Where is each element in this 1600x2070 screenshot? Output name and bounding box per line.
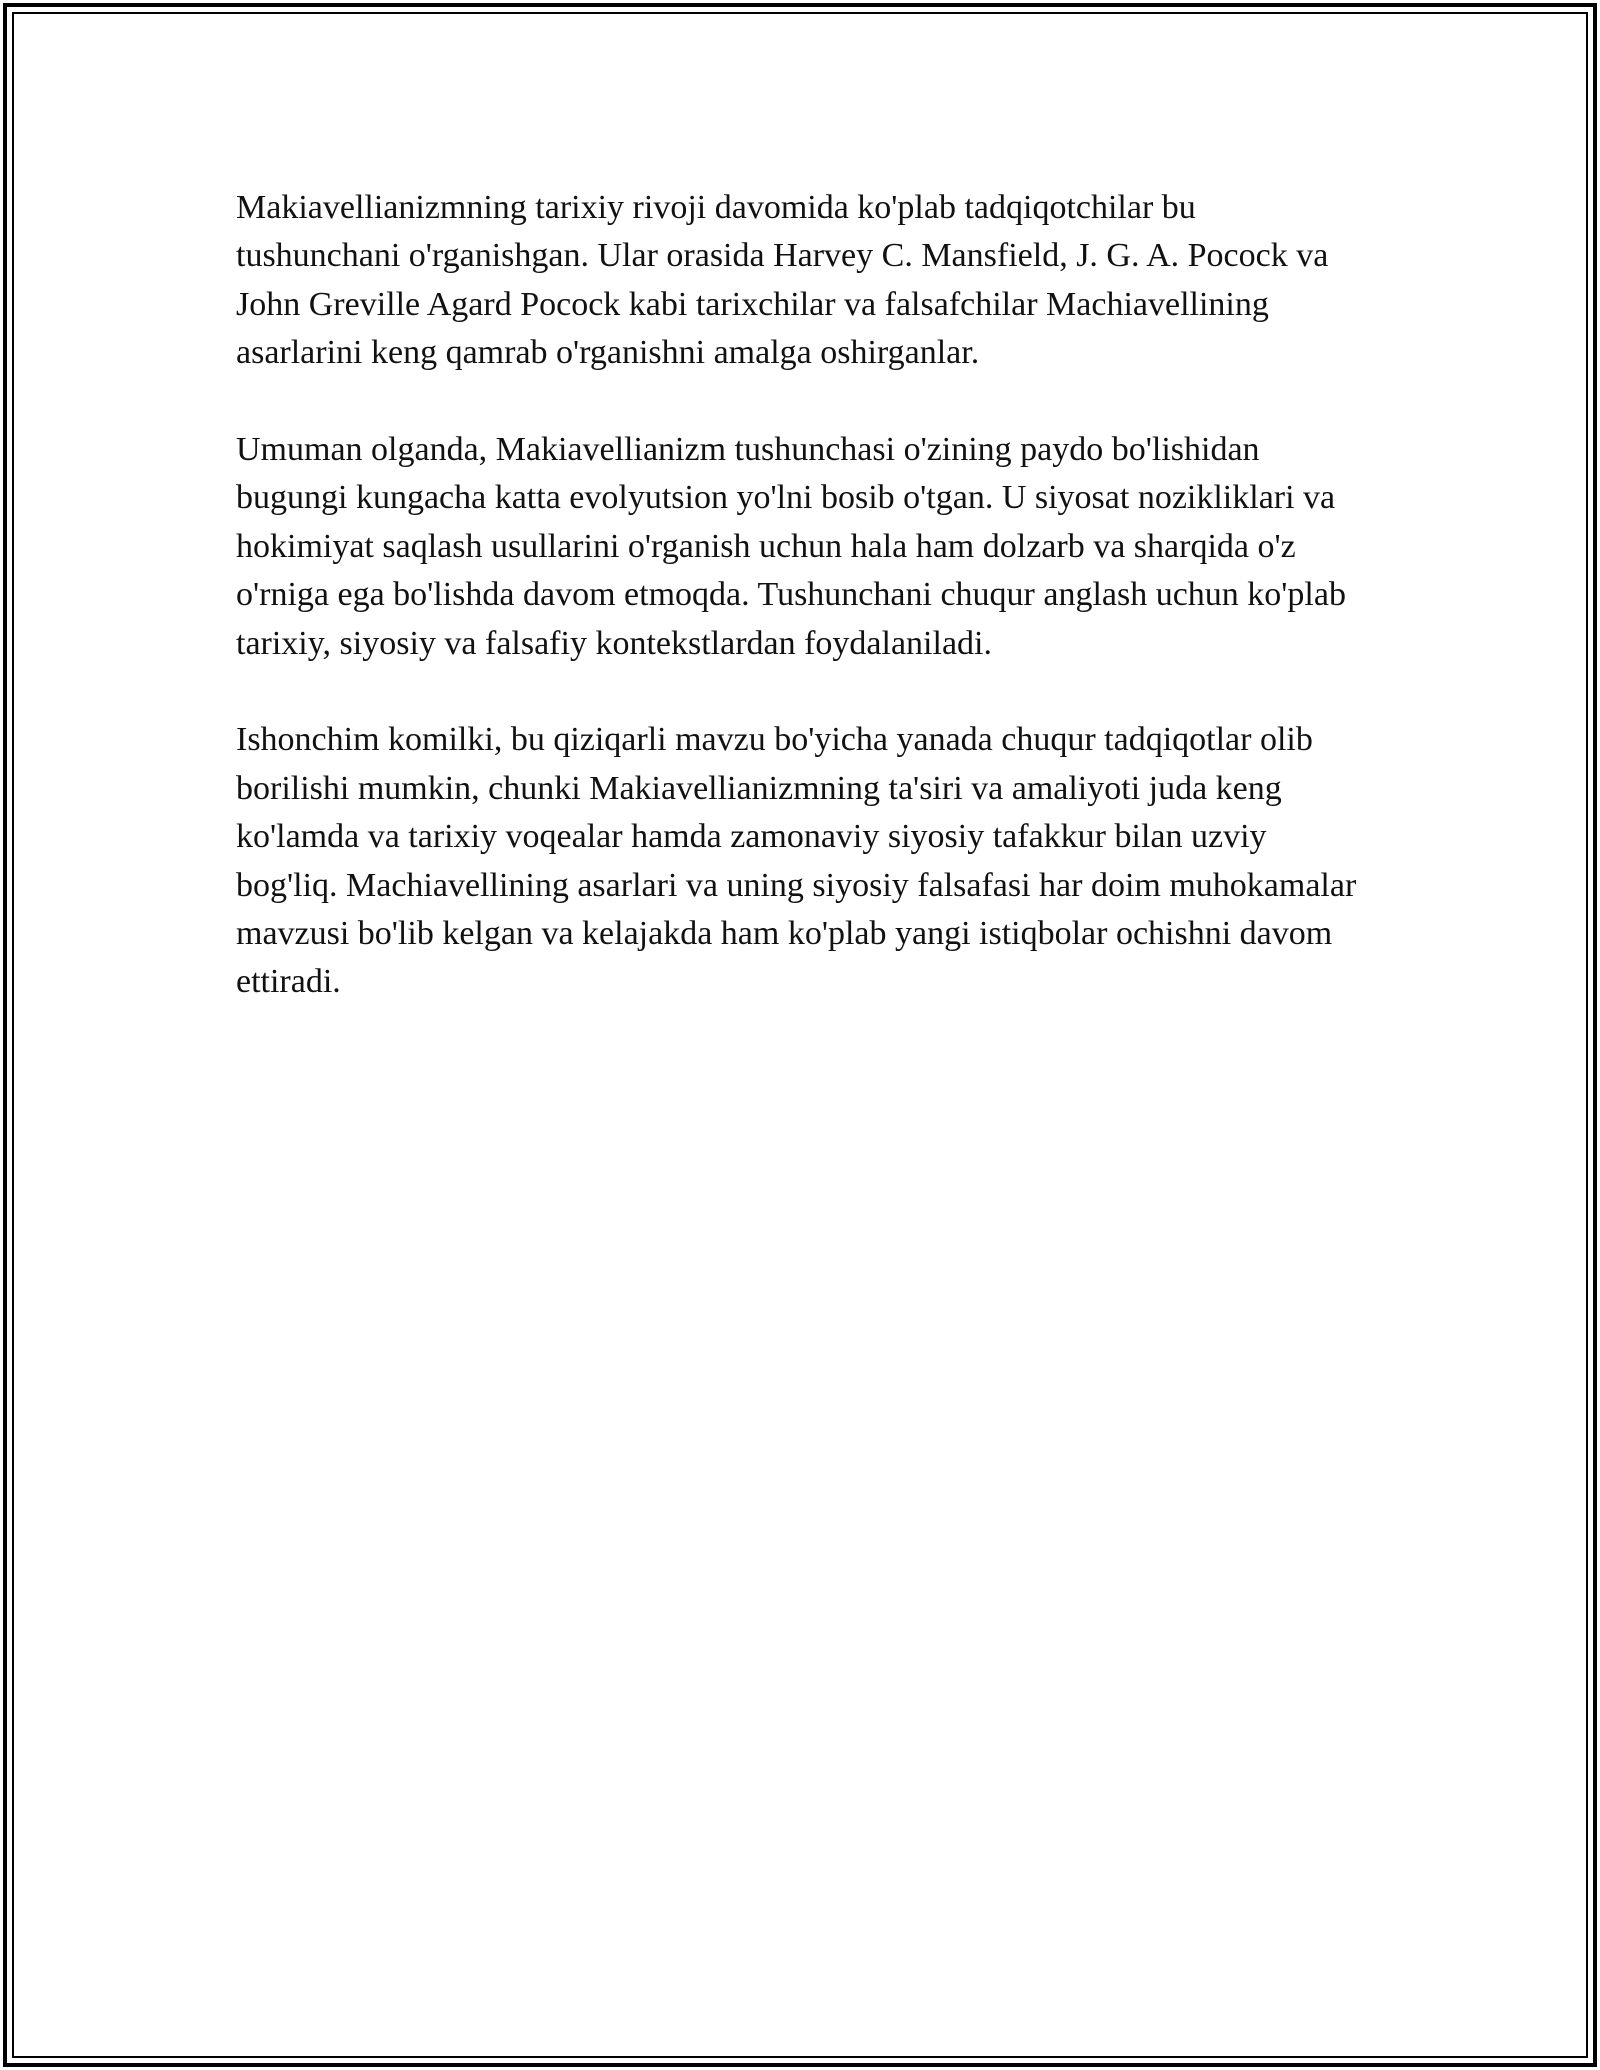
paragraph-2: Umuman olganda, Makiavellianizm tushunchasi o'zining paydo bo'lishidan bugungi kungacha katta evolyutsion yo'lni bosib o'tgan. U siyosat nozikliklari va hokimiyat saqlash usullarini o'rganish uchun hala ham dolzarb va sharqida o'z o'rniga ega bo'lishda davom etmoqda. Tushunchani chuqur anglash uchun ko'plab tarixiy, siyosiy va falsafiy kontekstlardan foydalaniladi. [236, 431, 1346, 662]
document-body [236, 184, 1366, 1055]
paragraph-1: Makiavellianizmning tarixiy rivoji davomida ko'plab tadqiqotchilar bu tushunchani o'rganishgan. Ular orasida Harvey C. Mansfield, J. G. A. Pocock va John Greville Agard Pocock kabi tarixchilar va falsafchilar Machiavellining asarlarini keng qamrab o'rganishni amalga oshirganlar. [236, 189, 1329, 372]
paragraph-3: Ishonchim komilki, bu qiziqarli mavzu bo'yicha yanada chuqur tadqiqotlar olib borilishi mumkin, chunki Makiavellianizmning ta'siri va amaliyoti juda keng ko'lamda va tarixiy voqealar hamda zamonaviy siyosiy tafakkur bilan uzviy bog'liq. Machiavellining asarlari va uning siyosiy falsafasi har doim muhokamalar mavzusi bo'lib kelgan va kelajakda ham ko'plab yangi istiqbolar ochishni davom ettiradi. [236, 721, 1357, 1001]
